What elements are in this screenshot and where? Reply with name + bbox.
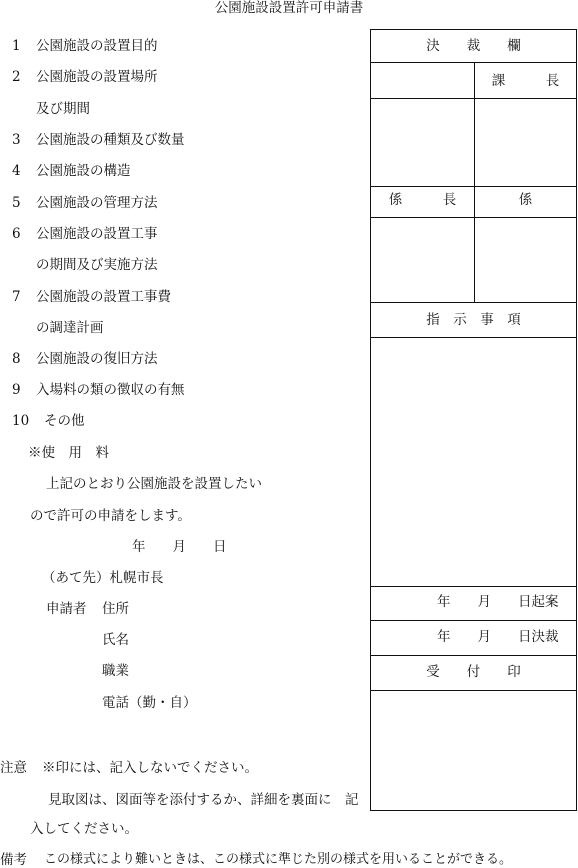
item-number: 7 [12,289,21,305]
form-title: 公園施設設置許可申請書 [214,0,364,16]
notes-label: 注意 [0,760,27,776]
row-divider [371,655,576,656]
row-divider [371,302,576,303]
item-text: 公園施設の種類及び数量 [36,132,185,148]
item-number: 9 [12,382,21,398]
item-text: 公園施設の設置目的 [36,38,158,54]
notes-line-3: 入してください。 [30,821,138,837]
applicant-label: 申請者 [46,601,87,617]
application-date: 年 月 日 [132,539,227,555]
staff-label: 係 [518,192,533,208]
row-divider [371,98,576,99]
item-text: 公園施設の設置場所 [36,69,158,85]
item-text: 公園施設の構造 [36,163,131,179]
addressee: （あて先）札幌市長 [42,570,164,586]
decision-header: 決 裁 欄 [426,38,521,54]
remarks-text: この様式により難いときは、この様式に準じた別の様式を用いることができる。 [44,852,513,867]
item-number: 8 [12,351,21,367]
item-number: 5 [12,195,21,211]
drafted-date: 年 月 日起案 [437,594,559,610]
item-text: 入場料の類の徴収の有無 [36,382,185,398]
notes-line-1: ※印には、記入しないでください。 [42,760,258,776]
item-number: 10 [12,413,30,429]
item-number: 1 [12,38,21,54]
subsection-chief-label: 係 長 [388,192,457,208]
list-item: の期間及び実施方法 [36,257,158,273]
applicant-phone-label: 電話（勤・自） [102,695,197,711]
item-number: 6 [12,226,21,242]
row-divider [371,620,576,621]
row-divider [371,690,576,691]
item-number: 3 [12,132,21,148]
list-item: の調達計画 [36,320,104,336]
applicant-address-label: 住所 [102,601,129,617]
row-divider [371,217,576,218]
remarks-label: 備考 [0,852,27,868]
item-text: 公園施設の復旧方法 [36,351,158,367]
applicant-name-label: 氏名 [102,632,129,648]
item-text: 公園施設の設置工事費 [36,289,171,305]
row-divider [371,337,576,338]
approved-date: 年 月 日決裁 [437,629,559,645]
applicant-occupation-label: 職業 [102,663,129,679]
notes-line-2: 見取図は、図面等を添付するか、詳細を裏面に 記 [48,792,359,808]
instructions-label: 指 示 事 項 [426,312,521,328]
statement-line-2: ので許可の申請をします。 [30,508,191,524]
item-number: 2 [12,69,21,85]
statement-line-1: 上記のとおり公園施設を設置したい [46,476,262,492]
item-text: 公園施設の設置工事 [36,226,158,242]
item-text: その他 [44,413,85,429]
receipt-stamp-label: 受 付 印 [426,664,521,680]
usage-fee-label: ※使 用 料 [28,445,109,461]
item-text: 公園施設の管理方法 [36,195,158,211]
row-divider [371,586,576,587]
section-chief-label: 課 長 [491,73,560,89]
item-number: 4 [12,163,21,179]
list-item: 及び期間 [36,101,90,117]
